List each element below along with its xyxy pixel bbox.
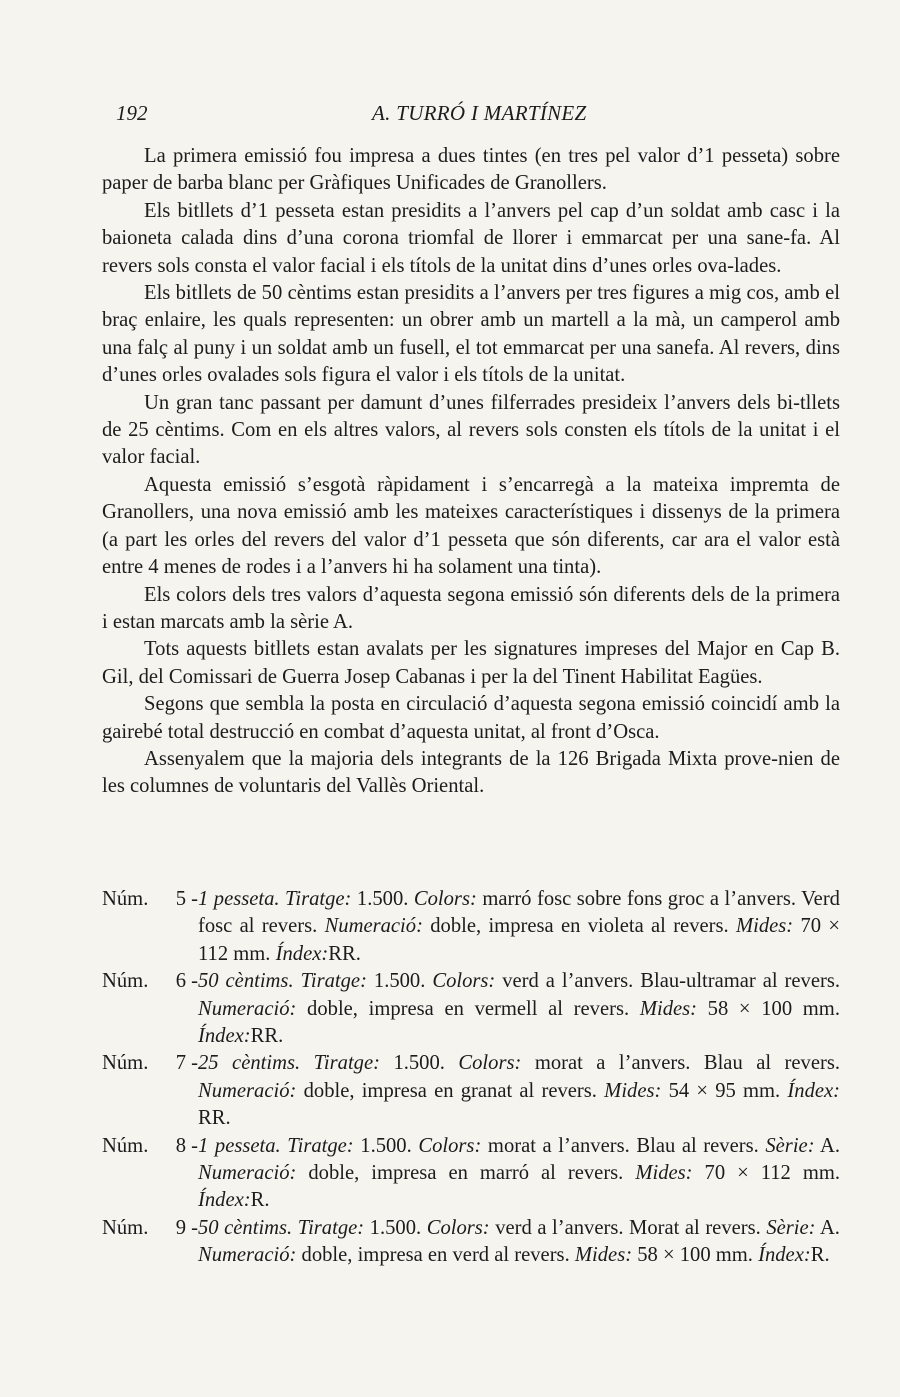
tiratge-value: 1.500.: [369, 1216, 422, 1239]
numeracio-label: Numeració:: [198, 1244, 297, 1267]
colors-label: Colors:: [413, 888, 477, 910]
numeracio-value: doble, impresa en granat al revers.: [303, 1079, 597, 1102]
paragraph: Aquesta emissió s’esgotà ràpidament i s’encarregà a la mateixa impremta de Granollers, una nova emissió amb les mateixes característiques i dissenys de la primera (a part les orles del revers del valor d’1 pesseta que són diferents, car ara el valor està entre 4 menes de rodes i a l’anvers hi ha solament una tinta).: [102, 473, 840, 579]
mides-value: 58 × 100 mm.: [637, 1244, 753, 1267]
colors-value: marró fosc sobre fons groc a l’anvers. Verd fosc al revers.: [198, 888, 840, 938]
colors-label: Colors:: [418, 1134, 482, 1157]
entry-value: 50 cèntims.: [198, 1216, 293, 1239]
numeracio-value: doble, impresa en verd al revers.: [301, 1244, 570, 1267]
paragraph: Els bitllets de 50 cèntims estan presidits a l’anvers per tres figures a mig cos, amb el braç enlaire, les quals representen: un obrer amb un martell a la mà, un camperol amb una falç al puny i un soldat amb un fusell, el tot emmarcat per una sanefa. Al revers, dins d’unes orles ovalades sols figura el valor i els títols de la unitat.: [102, 282, 840, 387]
tiratge-value: 1.500.: [393, 1052, 445, 1075]
entry-value: 50 cèntims.: [198, 970, 294, 993]
colors-value: verd a l’anvers. Blau-ultramar al revers.: [502, 970, 840, 993]
index-value: RR.: [198, 1107, 231, 1130]
mides-label: Mides:: [604, 1079, 662, 1102]
numeracio-label: Numeració:: [198, 1162, 297, 1185]
entry-number: 8 -: [175, 1134, 198, 1157]
index-value: RR.: [328, 942, 361, 965]
colors-value: verd a l’anvers. Morat al revers.: [495, 1216, 761, 1239]
colors-value: morat a l’anvers. Blau al revers.: [534, 1052, 840, 1075]
index-value: RR.: [250, 1025, 284, 1048]
catalog-entry: [102, 968, 840, 1050]
paragraph: Un gran tanc passant per damunt d’unes filferrades presideix l’anvers dels bi-tllets de 25 cèntims. Com en els altres valors, al revers sols consten els títols de la unitat i el valor facial.: [102, 391, 840, 469]
tiratge-label: Tiratge:: [300, 970, 367, 993]
entry-text: [198, 886, 840, 968]
mides-value: 70 × 112 mm.: [198, 915, 840, 965]
entry-text: [198, 1133, 840, 1215]
paragraph: La primera emissió fou impresa a dues tintes (en tres pel valor d’1 pesseta) sobre paper de barba blanc per Gràfiques Unificades de Granollers.: [102, 145, 840, 195]
index-label: Índex:: [198, 1189, 251, 1212]
index-label: Índex:: [198, 1025, 251, 1048]
catalog-entry: [102, 1215, 840, 1270]
entry-num-label: Núm.: [102, 1216, 149, 1239]
entry-num-label: Núm.: [102, 888, 149, 910]
catalog-entry: [102, 1133, 840, 1215]
page-number: 192: [116, 101, 148, 125]
paragraph: Segons que sembla la posta en circulació d’aquesta segona emissió coincidí amb la gairebé total destrucció en combat d’aquesta unitat, al front d’Osca.: [102, 693, 840, 743]
entry-num-label: Núm.: [102, 970, 149, 993]
tiratge-label: Tiratge:: [287, 1134, 354, 1157]
numeracio-label: Numeració:: [198, 1079, 297, 1102]
colors-label: Colors:: [426, 1216, 490, 1239]
serie-label: Sèrie:: [765, 1134, 815, 1157]
entry-value: 1 pesseta.: [198, 1134, 281, 1157]
catalog-list: [102, 886, 840, 1270]
entry-text: [198, 968, 840, 1050]
mides-label: Mides:: [635, 1162, 693, 1185]
tiratge-label: Tiratge:: [313, 1052, 380, 1075]
numeracio-value: doble, impresa en violeta al revers.: [430, 915, 729, 938]
index-value: R.: [250, 1189, 270, 1212]
index-label: Índex:: [275, 942, 329, 965]
paragraph: Els bitllets d’1 pesseta estan presidits a l’anvers pel cap d’un soldat amb casc i la baioneta calada dins d’una corona triomfal de llorer i emmarcat per una sane-fa. Al revers sols consta el valor facial i els títols de la unitat dins d’unes orles ova-lades.: [102, 199, 840, 277]
tiratge-value: 1.500.: [360, 1134, 412, 1157]
index-value: R.: [810, 1244, 830, 1267]
entry-text: [198, 1215, 840, 1270]
mides-label: Mides:: [574, 1244, 633, 1267]
entry-value: 25 cèntims.: [198, 1052, 301, 1075]
mides-value: 54 × 95 mm.: [668, 1079, 781, 1102]
numeracio-value: doble, impresa en vermell al revers.: [307, 997, 630, 1020]
numeracio-value: doble, impresa en marró al revers.: [308, 1162, 624, 1185]
entry-num-label: Núm.: [102, 1134, 149, 1157]
running-title: A. TURRÓ I MARTÍNEZ: [372, 101, 587, 125]
entry-value: 1 pesseta.: [198, 888, 280, 910]
colors-label: Colors:: [458, 1052, 522, 1075]
tiratge-label: Tiratge:: [297, 1216, 365, 1239]
catalog-entry: [102, 886, 840, 968]
tiratge-value: 1.500.: [356, 888, 409, 910]
page-header: [0, 101, 900, 131]
entry-number: 6 -: [175, 970, 198, 993]
mides-label: Mides:: [639, 997, 697, 1020]
entry-text: [198, 1050, 840, 1132]
colors-value: morat a l’anvers. Blau al revers.: [487, 1134, 759, 1157]
paragraph: Tots aquests bitllets estan avalats per les signatures impreses del Major en Cap B. Gil, del Comissari de Guerra Josep Cabanas i per la del Tinent Habilitat Eagües.: [102, 638, 840, 688]
serie-label: Sèrie:: [766, 1216, 816, 1239]
paragraph: Assenyalem que la majoria dels integrants de la 126 Brigada Mixta prove-nien de les columnes de voluntaris del Vallès Oriental.: [102, 747, 840, 798]
entry-number: 7 -: [175, 1052, 198, 1075]
index-label: Índex:: [787, 1079, 841, 1102]
mides-value: 70 × 112 mm.: [704, 1162, 841, 1185]
serie-value: A.: [820, 1134, 841, 1157]
entry-number: 9 -: [175, 1216, 198, 1239]
paragraph: Els colors dels tres valors d’aquesta segona emissió són diferents dels de la primera i estan marcats amb la sèrie A.: [102, 583, 840, 633]
index-label: Índex:: [758, 1244, 811, 1267]
entry-num-label: Núm.: [102, 1052, 149, 1075]
tiratge-label: Tiratge:: [285, 888, 352, 910]
serie-value: A.: [819, 1216, 840, 1239]
body-text: [102, 143, 840, 801]
mides-value: 58 × 100 mm.: [707, 997, 840, 1020]
tiratge-value: 1.500.: [373, 970, 426, 993]
entry-number: 5 -: [175, 888, 198, 910]
mides-label: Mides:: [735, 915, 794, 938]
numeracio-label: Numeració:: [324, 915, 423, 938]
colors-label: Colors:: [432, 970, 496, 993]
catalog-entry: [102, 1050, 840, 1132]
numeracio-label: Numeració:: [198, 997, 297, 1020]
